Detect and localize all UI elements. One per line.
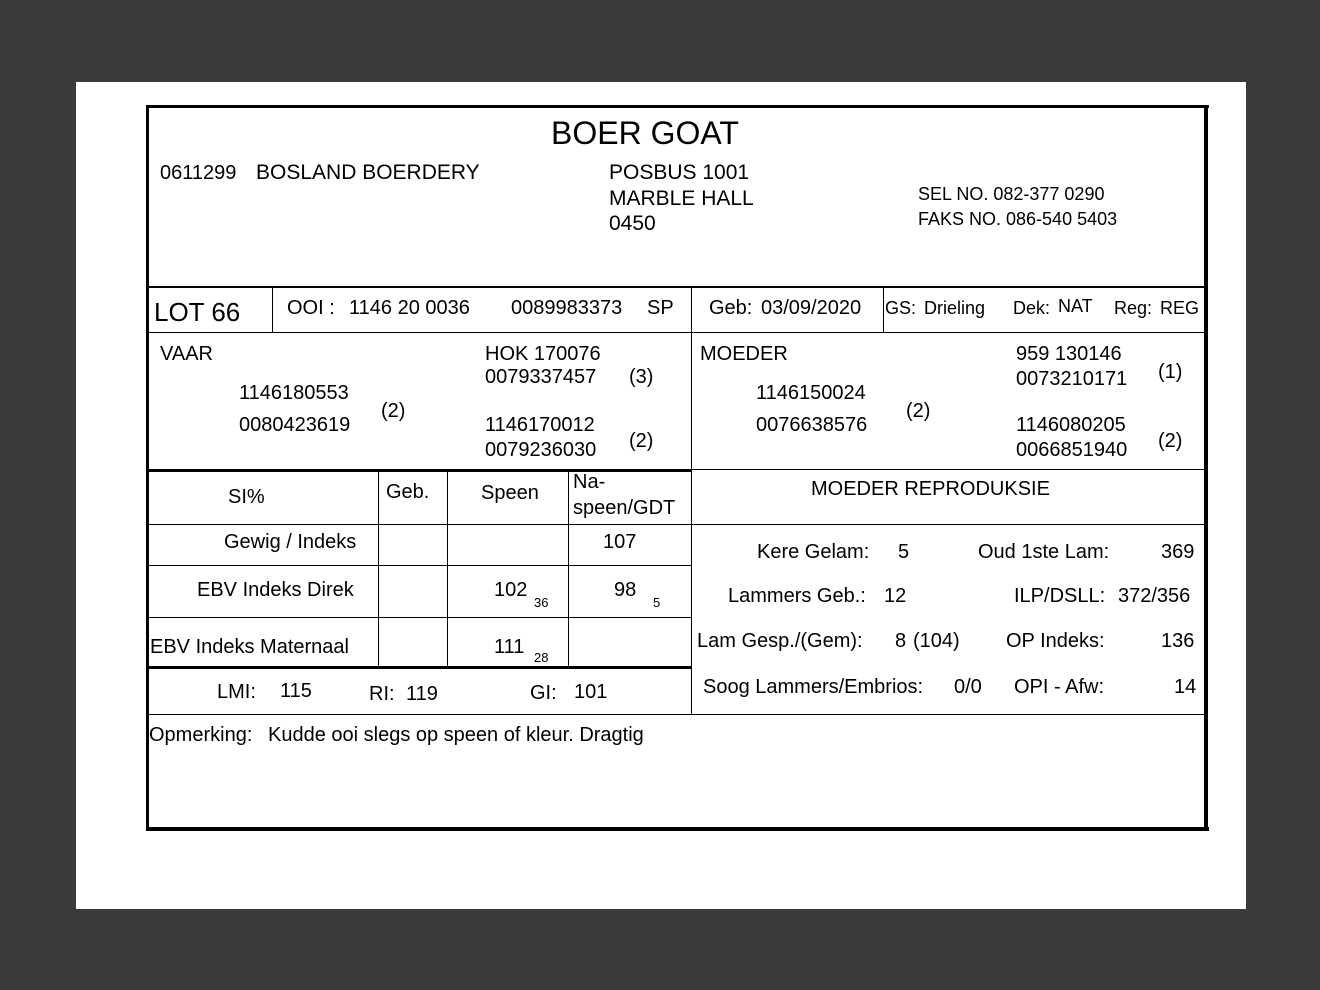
vaar-id1: 1146180553 (239, 382, 349, 404)
card-border-right (1204, 105, 1208, 831)
row-direk-label: EBV Indeks Direk (197, 579, 354, 601)
gs-label: GS: (885, 298, 917, 318)
lammers-label: Lammers Geb.: (728, 585, 866, 607)
oud-value: 369 (1161, 541, 1195, 563)
moeder-id2: 0076638576 (756, 414, 868, 436)
vaar-sire-line2: 0079337457 (485, 366, 597, 388)
geb-label: Geb: (709, 297, 753, 319)
rule-perf-bottom (146, 666, 691, 669)
opi-value: 14 (1174, 676, 1197, 698)
header-naspeen-line2: speen/GDT (573, 497, 676, 519)
rule-header-bottom (146, 286, 1206, 288)
header-naspeen-line1: Na- (573, 471, 606, 493)
card-title: BOER GOAT (551, 115, 739, 151)
soog-value: 0/0 (954, 676, 982, 698)
lmi-label: LMI: (217, 681, 256, 703)
owner-name: BOSLAND BOERDERY (256, 161, 480, 184)
gesp-value: 8 (895, 630, 907, 652)
kere-label: Kere Gelam: (757, 541, 870, 563)
geb-date: 03/09/2020 (761, 297, 862, 319)
rule-perf-row2 (146, 617, 691, 618)
rule-geb-divider (883, 288, 884, 332)
reg-value: REG (1160, 298, 1200, 318)
vaar-dam-count: (2) (629, 430, 654, 452)
header-si: SI% (228, 486, 265, 508)
moeder-dam-count: (2) (1158, 430, 1183, 452)
ri-value: 119 (406, 683, 438, 705)
card-border-bottom (146, 827, 1209, 831)
vaar-dam-line1: 1146170012 (485, 414, 595, 436)
row-maternaal-label: EBV Indeks Maternaal (150, 636, 349, 658)
opi-label: OPI - Afw: (1014, 676, 1105, 698)
moeder-sire-line1: 959 130146 (1016, 343, 1122, 365)
ooi-number: 1146 20 0036 (349, 297, 470, 319)
rule-perf-col3 (568, 472, 569, 667)
ooi-suffix: SP (647, 297, 674, 319)
rule-remark-top (146, 714, 1206, 715)
moeder-sire-count: (1) (1158, 361, 1183, 383)
row-direk-speen-sub: 36 (534, 595, 549, 610)
vaar-count: (2) (381, 400, 406, 422)
moeder-id1: 1146150024 (756, 382, 866, 404)
row-direk-naspeen: 98 (614, 579, 637, 601)
moeder-label: MOEDER (700, 343, 788, 365)
gesp-avg: (104) (913, 630, 960, 652)
rule-lot-bottom (146, 332, 1206, 333)
rule-center-divider (691, 288, 692, 715)
card-border-left (146, 105, 149, 831)
ilp-value: 372/356 (1118, 585, 1191, 607)
vaar-label: VAAR (160, 343, 213, 365)
vaar-dam-line2: 0079236030 (485, 439, 597, 461)
owner-code: 0611299 (160, 162, 237, 184)
op-value: 136 (1161, 630, 1195, 652)
moeder-sire-line2: 0073210171 (1016, 368, 1128, 390)
rule-pedigree-left-bottom (146, 469, 691, 472)
owner-address-line1: POSBUS 1001 (609, 161, 750, 184)
owner-fax: FAKS NO. 086-540 5403 (918, 209, 1118, 229)
kere-value: 5 (898, 541, 910, 563)
ri-label: RI: (369, 683, 395, 705)
owner-address-line2: MARBLE HALL (609, 187, 754, 210)
lmi-value: 115 (280, 680, 312, 702)
ilp-label: ILP/DSLL: (1014, 585, 1106, 607)
header-speen: Speen (481, 482, 539, 504)
soog-label: Soog Lammers/Embrios: (703, 676, 924, 698)
vaar-sire-line1: HOK 170076 (485, 343, 601, 365)
lammers-value: 12 (884, 585, 907, 607)
dek-label: Dek: (1013, 298, 1051, 318)
reg-label: Reg: (1114, 298, 1153, 318)
rule-perf-row1 (146, 565, 691, 566)
remark-text: Kudde ooi slegs op speen of kleur. Dragtig (268, 724, 644, 746)
row-gewig-naspeen: 107 (603, 531, 637, 553)
remark-label: Opmerking: (149, 724, 253, 746)
vaar-id2: 0080423619 (239, 414, 351, 436)
op-label: OP Indeks: (1006, 630, 1105, 652)
ooi-label: OOI : (287, 297, 335, 319)
row-direk-speen: 102 (494, 579, 528, 601)
dek-value: NAT (1058, 296, 1093, 316)
gesp-label: Lam Gesp./(Gem): (697, 630, 863, 652)
oud-label: Oud 1ste Lam: (978, 541, 1110, 563)
rule-perf-header (146, 524, 1206, 525)
rule-perf-col2 (447, 472, 448, 667)
row-gewig-label: Gewig / Indeks (224, 531, 357, 553)
moeder-count: (2) (906, 400, 931, 422)
rule-lot-divider (272, 288, 273, 332)
owner-address-line3: 0450 (609, 212, 656, 235)
row-direk-naspeen-sub: 5 (653, 595, 661, 610)
vaar-sire-count: (3) (629, 366, 654, 388)
rule-pedigree-right-bottom (691, 469, 1206, 470)
moeder-dam-line2: 0066851940 (1016, 439, 1128, 461)
gs-value: Drieling (924, 298, 986, 318)
reproduction-title: MOEDER REPRODUKSIE (811, 478, 1050, 500)
rule-perf-col1 (378, 472, 379, 667)
gi-label: GI: (530, 682, 557, 704)
gi-value: 101 (574, 681, 608, 703)
row-maternaal-speen: 111 (494, 636, 525, 658)
header-geb: Geb. (386, 481, 430, 503)
owner-phone: SEL NO. 082-377 0290 (918, 184, 1105, 204)
ooi-id: 0089983373 (511, 297, 623, 319)
moeder-dam-line1: 1146080205 (1016, 414, 1126, 436)
lot-card (146, 105, 1209, 831)
card-border-top (146, 105, 1209, 108)
row-maternaal-speen-sub: 28 (534, 650, 549, 665)
lot-label: LOT 66 (154, 297, 241, 327)
